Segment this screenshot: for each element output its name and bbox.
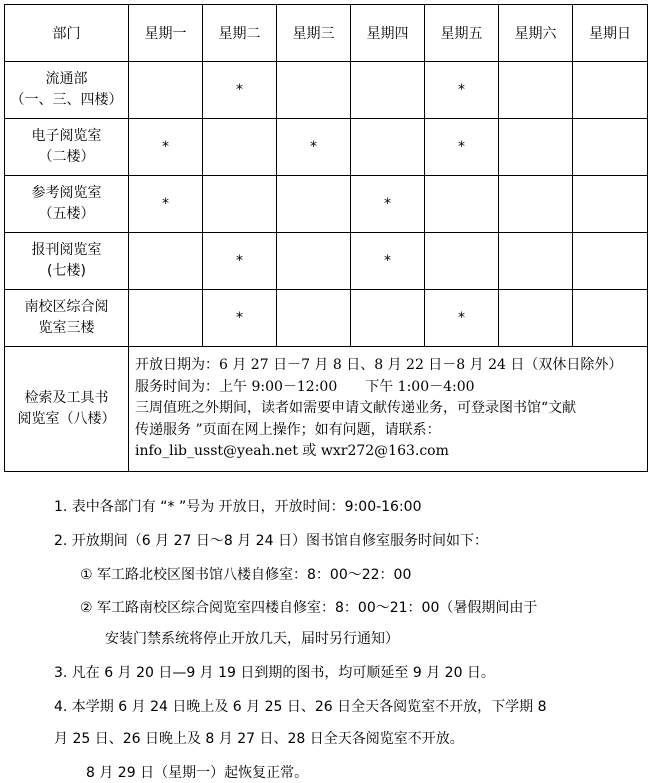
note-4-resume: 8 月 29 日（星期一）起恢复正常。	[86, 765, 309, 781]
open-mark	[499, 119, 573, 176]
note-2-item-2: ② 军工路南校区综合阅览室四楼自修室：8：00～21：00（暑假期间由于	[80, 600, 538, 616]
open-mark	[425, 176, 499, 233]
open-mark	[573, 176, 648, 233]
open-mark	[573, 119, 648, 176]
header-sat: 星期六	[499, 5, 573, 62]
open-mark	[129, 233, 203, 290]
table-row	[5, 62, 648, 119]
info-line-contact: 传递服务 ”页面在网上操作；如有问题，请联系：	[135, 421, 441, 438]
open-mark: *	[277, 119, 351, 176]
table-row	[5, 119, 648, 176]
table-row-retrieval	[5, 347, 648, 472]
info-line-hours: 服务时间为：上午 9:00－12:00 下午 1:00－4:00	[135, 378, 475, 395]
open-mark	[277, 290, 351, 347]
open-mark	[203, 119, 277, 176]
dept-cell: 电子阅览室 （二楼）	[5, 119, 129, 176]
header-fri: 星期五	[425, 5, 499, 62]
open-mark	[351, 62, 425, 119]
open-mark	[499, 233, 573, 290]
open-mark: *	[129, 176, 203, 233]
open-mark	[499, 290, 573, 347]
open-mark: *	[351, 233, 425, 290]
open-mark: *	[425, 62, 499, 119]
open-mark	[573, 290, 648, 347]
open-mark: *	[203, 233, 277, 290]
open-mark	[499, 176, 573, 233]
open-mark	[499, 62, 573, 119]
open-mark	[129, 62, 203, 119]
open-mark: *	[203, 62, 277, 119]
header-thu: 星期四	[351, 5, 425, 62]
note-2: 2. 开放期间（6 月 27 日～8 月 24 日）图书馆自修室服务时间如下：	[54, 533, 488, 549]
open-mark: *	[425, 290, 499, 347]
open-mark: *	[425, 119, 499, 176]
note-2-item-2-cont: 安装门禁系统将停止开放几天，届时另行通知）	[105, 631, 399, 647]
info-line-delivery: 三周值班之外期间，读者如需要申请文献传递业务，可登录图书馆“文献	[135, 400, 577, 417]
note-4-cont: 月 25 日、26 日晚上及 8 月 27 日、28 日全天各阅览室不开放。	[54, 731, 464, 747]
open-mark	[203, 176, 277, 233]
header-row	[5, 5, 648, 62]
retrieval-info	[129, 347, 648, 472]
open-mark	[277, 62, 351, 119]
header-sun: 星期日	[573, 5, 648, 62]
header-tue: 星期二	[203, 5, 277, 62]
info-line-emails: info_lib_usst@yeah.net 或 wxr272@163.com	[135, 443, 449, 460]
schedule-table	[4, 4, 648, 472]
note-3: 3. 凡在 6 月 20 日—9 月 19 日到期的图书，均可顺延至 9 月 20 日。	[54, 665, 495, 681]
open-mark: *	[203, 290, 277, 347]
header-dept: 部门	[5, 5, 129, 62]
header-mon: 星期一	[129, 5, 203, 62]
dept-cell: 流通部 （一、三、四楼）	[5, 62, 129, 119]
open-mark	[277, 233, 351, 290]
open-mark	[425, 233, 499, 290]
dept-cell: 南校区综合阅 览室三楼	[5, 290, 129, 347]
table-row	[5, 176, 648, 233]
note-1: 1. 表中各部门有 “* ”号为 开放日，开放时间：9:00-16:00	[54, 499, 422, 515]
open-mark	[129, 290, 203, 347]
open-mark	[573, 233, 648, 290]
note-4: 4. 本学期 6 月 24 日晚上及 6 月 25 日、26 日全天各阅览室不开放，下学期 8	[54, 699, 547, 715]
dept-cell: 检索及工具书 阅览室（八楼）	[5, 347, 129, 472]
open-mark	[351, 290, 425, 347]
open-mark	[351, 119, 425, 176]
dept-cell: 报刊阅览室 (七楼)	[5, 233, 129, 290]
open-mark	[573, 62, 648, 119]
dept-cell: 参考阅览室 （五楼）	[5, 176, 129, 233]
open-mark	[277, 176, 351, 233]
info-line-dates: 开放日期为：6 月 27 日－7 月 8 日、8 月 22 日－8 月 24 日（双休日除外）	[135, 357, 623, 374]
note-2-item-1: ① 军工路北校区图书馆八楼自修室：8：00～22：00	[80, 567, 412, 583]
open-mark: *	[129, 119, 203, 176]
header-wed: 星期三	[277, 5, 351, 62]
table-row	[5, 233, 648, 290]
table-row	[5, 290, 648, 347]
open-mark: *	[351, 176, 425, 233]
